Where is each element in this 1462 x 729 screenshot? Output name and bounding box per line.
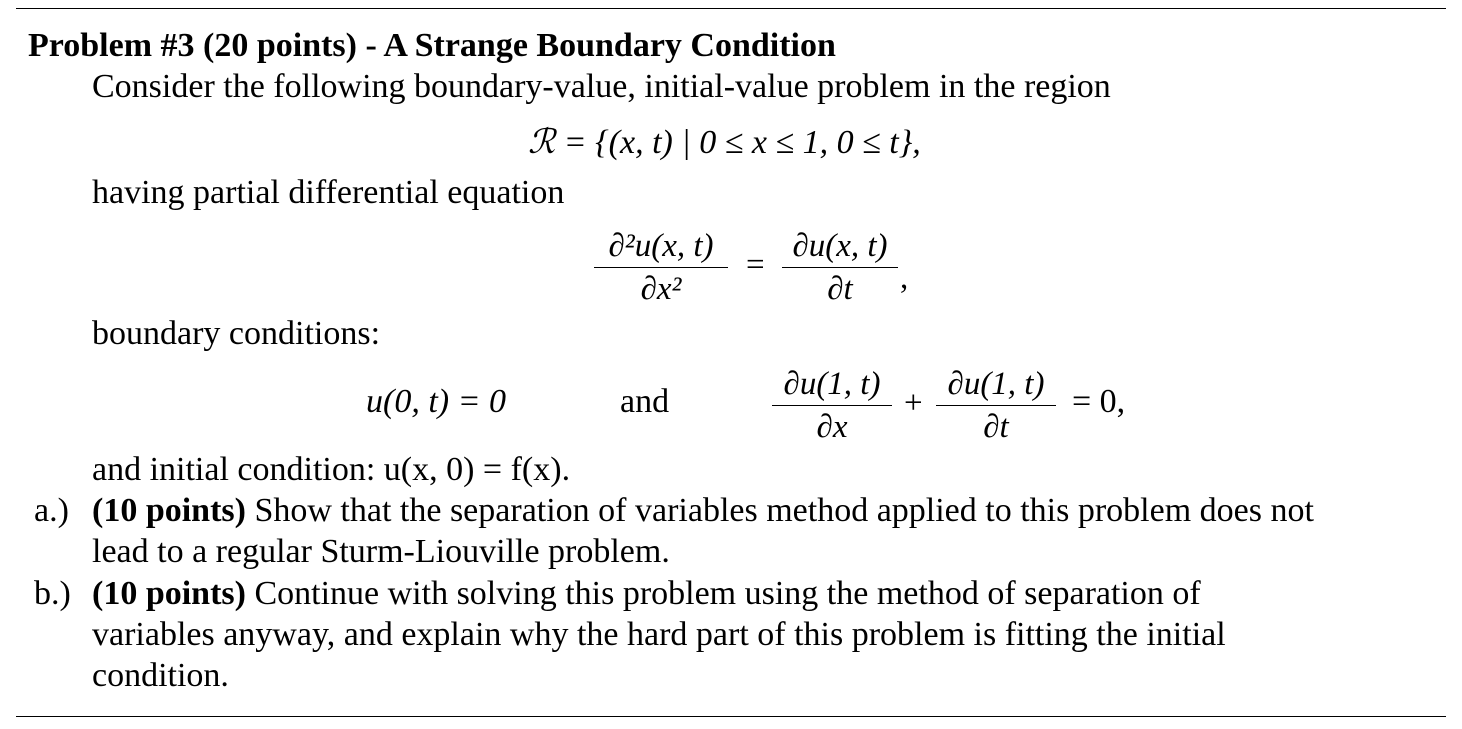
part-a-line2: lead to a regular Sturm-Liouville problem.	[92, 533, 670, 570]
bc-fraction-t-denominator: ∂t	[983, 409, 1009, 445]
fraction-bar	[594, 267, 728, 268]
bc-fraction-t	[936, 366, 1056, 445]
pde-lhs-denominator: ∂x²	[640, 271, 682, 307]
bc-fraction-x-denominator: ∂x	[816, 409, 848, 445]
part-b-text: Continue with solving this problem using the method of separation of	[254, 575, 1201, 612]
pde-intro-text: having partial differential equation	[92, 174, 565, 211]
bc-left-condition: u(0, t) = 0	[366, 383, 507, 420]
part-a-points: (10 points)	[92, 492, 246, 529]
part-a-text: Show that the separation of variables method applied to this problem does not	[254, 492, 1314, 529]
problem-heading: Problem #3 (20 points) - A Strange Boundary Condition	[28, 27, 836, 64]
pde-lhs-fraction	[594, 228, 728, 307]
bottom-rule	[16, 716, 1446, 717]
part-a-line1	[92, 491, 1314, 531]
part-b-line1	[92, 574, 1201, 614]
bc-rhs: = 0,	[1072, 383, 1126, 420]
bc-and-text: and	[620, 383, 670, 420]
part-a-label: a.)	[34, 492, 69, 529]
bc-fraction-t-numerator: ∂u(1, t)	[947, 366, 1045, 402]
intro-text: Consider the following boundary-value, initial-value problem in the region	[92, 68, 1111, 105]
bc-fraction-x-numerator: ∂u(1, t)	[783, 366, 881, 402]
pde-rhs-fraction	[782, 228, 898, 307]
bc-intro-text: boundary conditions:	[92, 315, 381, 352]
fraction-bar	[782, 267, 898, 268]
bc-plus: +	[904, 385, 923, 421]
initial-condition-text: and initial condition: u(x, 0) = f(x).	[92, 451, 571, 488]
part-b-line2: variables anyway, and explain why the hard part of this problem is fitting the initial	[92, 616, 1226, 653]
fraction-bar	[772, 405, 892, 406]
part-b-label: b.)	[34, 575, 71, 612]
fraction-bar	[936, 405, 1056, 406]
pde-rhs-denominator: ∂t	[827, 271, 853, 307]
pde-lhs-numerator: ∂²u(x, t)	[608, 228, 714, 264]
top-rule	[16, 8, 1446, 9]
region-definition: ℛ = {(x, t) | 0 ≤ x ≤ 1, 0 ≤ t},	[528, 124, 921, 161]
part-b-line3: condition.	[92, 657, 229, 694]
pde-comma: ,	[900, 260, 909, 296]
pde-equals: =	[746, 247, 765, 283]
pde-rhs-numerator: ∂u(x, t)	[792, 228, 888, 264]
part-b-points: (10 points)	[92, 575, 246, 612]
bc-fraction-x	[772, 366, 892, 445]
